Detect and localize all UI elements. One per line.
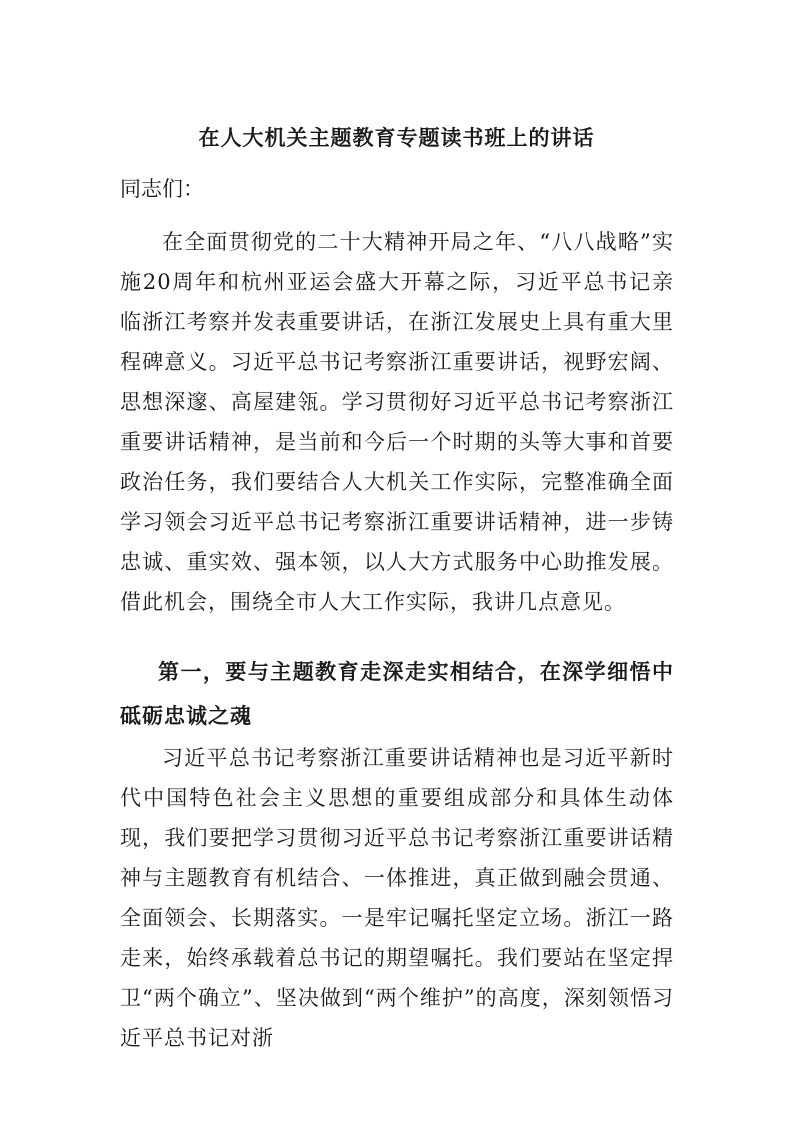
paragraph-intro: 在全面贯彻党的二十大精神开局之年、“八八战略”实施20周年和杭州亚运会盛大开幕之际，习近平总书记亲临浙江考察并发表重要讲话，在浙江发展史上具有重大里程碑意义。习近平总书记考察浙江重要讲话，视野宏阔、思想深邃、高屋建瓴。学习贯彻好习近平总书记考察浙江重要讲话精神，是当前和今后一个时期的头等大事和首要政治任务，我们要结合人大机关工作实际，完整准确全面学习领会习近平总书记考察浙江重要讲话精神，进一步铸忠诚、重实效、强本领，以人大方式服务中心助推发展。借此机会，围绕全市人大工作实际，我讲几点意见。 (120, 230, 674, 614)
paragraph-section-1: 习近平总书记考察浙江重要讲话精神也是习近平新时代中国特色社会主义思想的重要组成部分和具体生动体现，我们要把学习贯彻习近平总书记考察浙江重要讲话精神与主题教育有机结合、一体推进，真正做到融会贯通、全面领会、长期落实。一是牢记嘱托坚定立场。浙江一路走来，始终承载着总书记的期望嘱托。我们要站在坚定捍卫“两个确立”、坚决做到“两个维护”的高度，深刻领悟习近平总书记对浙 (120, 746, 674, 1050)
document-title: 在人大机关主题教育专题读书班上的讲话 (198, 125, 595, 150)
salutation: 同志们： (120, 177, 204, 201)
section-heading-1: 第一，要与主题教育走深走实相结合，在深学细悟中砥砺忠诚之魂 (120, 659, 674, 728)
